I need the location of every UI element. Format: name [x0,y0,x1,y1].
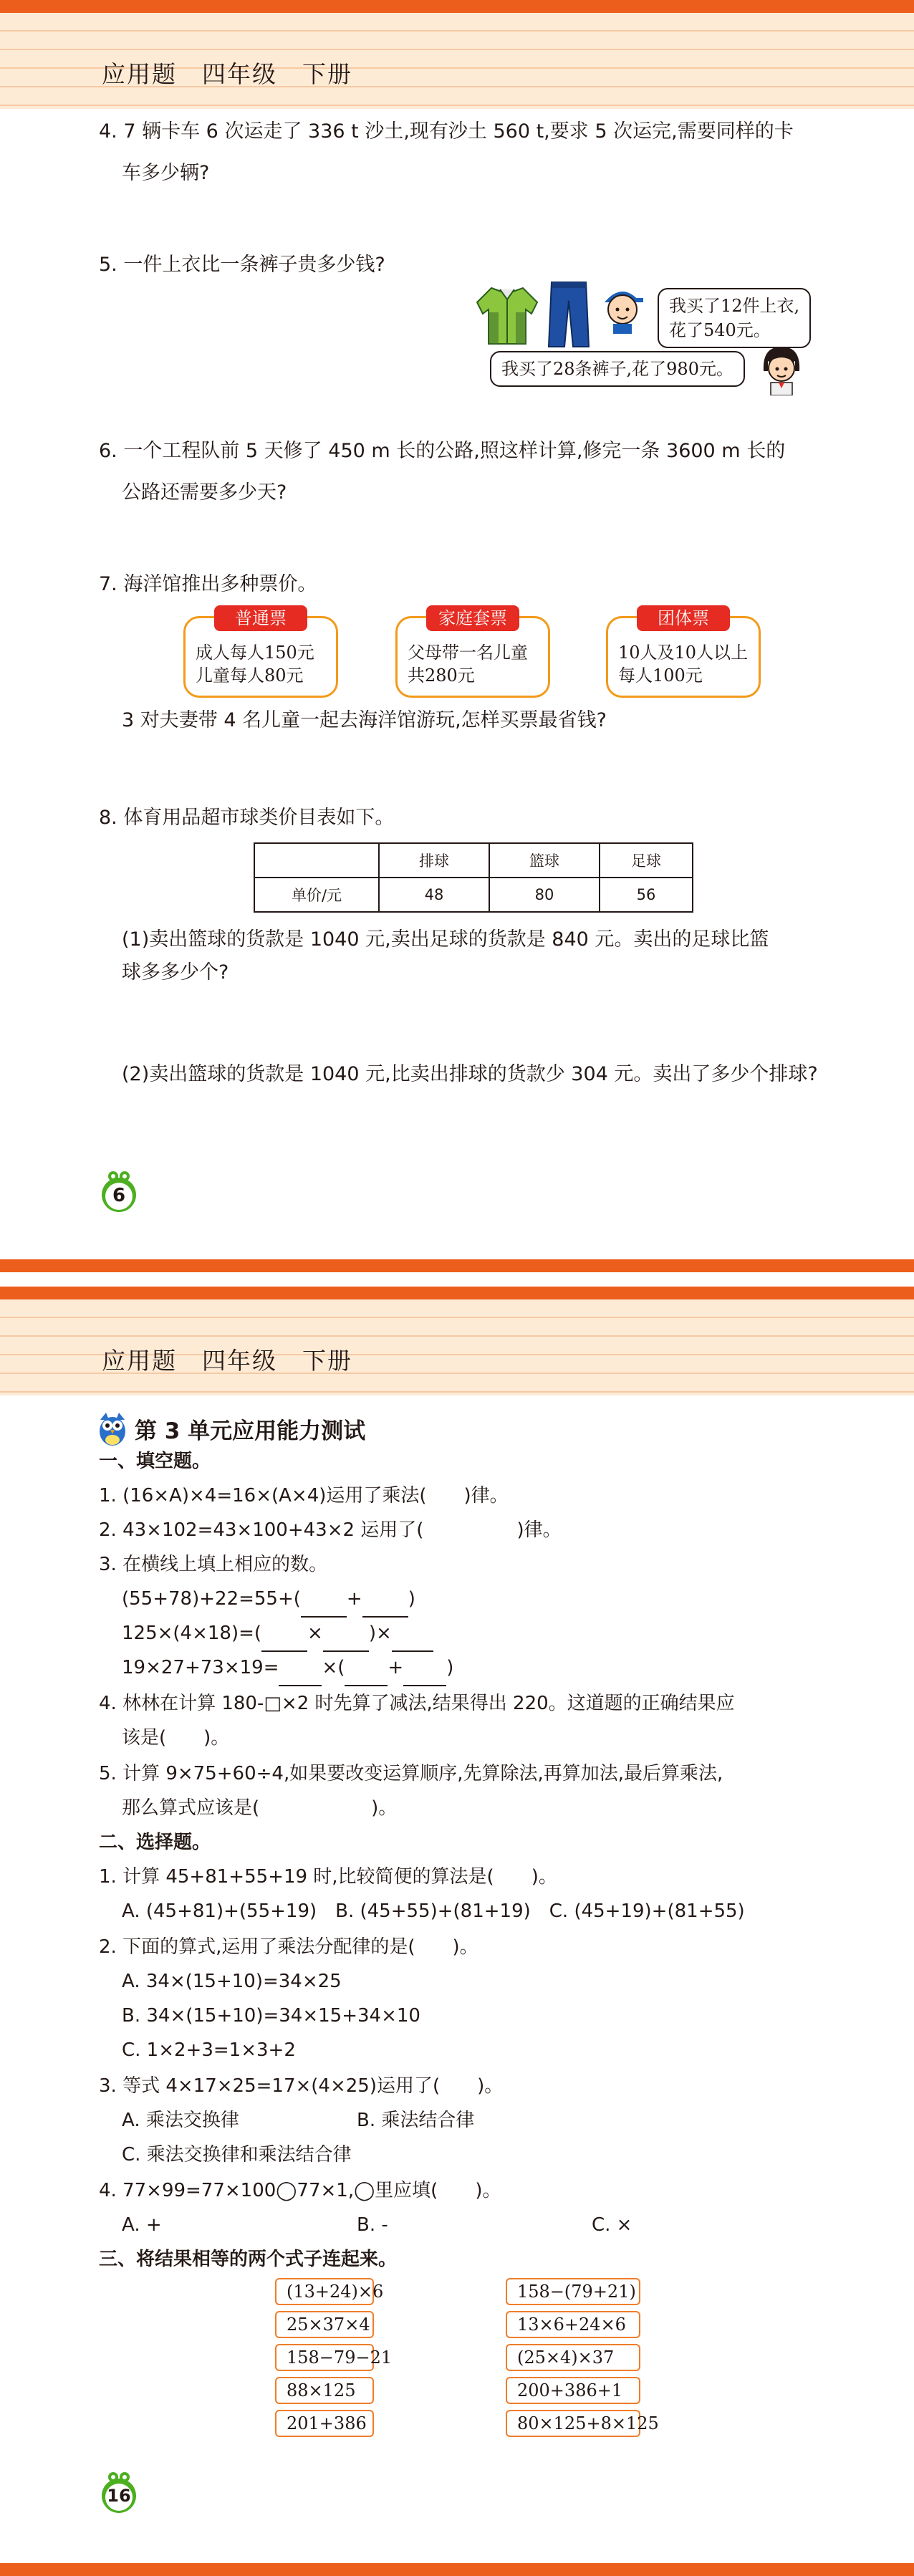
ticket-group-label: 团体票 [637,605,730,631]
section2-heading: 二、选择题。 [99,1832,211,1853]
blank[interactable] [345,1650,388,1686]
jacket-illustration [476,284,539,345]
page-number: 6 [112,1185,126,1206]
right-expression[interactable]: 13×6+24×6 [506,2311,640,2338]
fill-q3-expr2-part1: 125×(4×18)=( [122,1623,262,1644]
ticket-group-line2: 每人100元 [618,665,703,686]
blank[interactable] [301,1582,347,1618]
blank[interactable] [261,1616,307,1652]
page-16 [0,1287,914,2576]
choice-q3: 3. 等式 4×17×25=17×(4×25)运用了( )。 [99,2075,504,2097]
choice-q3-option-b: B. 乘法结合律 [357,2110,475,2131]
choice-q2-option-c: C. 1×2+3=1×3+2 [122,2039,296,2061]
q5-text: 5. 一件上衣比一条裤子贵多少钱? [99,254,385,276]
fill-q3-expr2 [122,1616,433,1652]
ticket-regular-line2: 儿童每人80元 [196,665,304,686]
bottom-accent-bar [0,2563,914,2576]
right-expression[interactable]: 80×125+8×125 [506,2410,640,2437]
q6-line2: 公路还需要多少天? [122,481,287,504]
ticket-family-label: 家庭套票 [426,605,519,631]
header-title: 应用题 四年级 下册 [102,60,352,88]
boy-speech-bubble [658,288,811,348]
page-number-badge [96,2470,142,2516]
fill-q4-line2: 该是( )。 [122,1727,230,1749]
boy-speech-line1: 我买了12件上衣, [669,296,800,316]
right-expression[interactable]: 200+386+1 [506,2377,640,2404]
table-row-label: 单价/元 [254,878,379,912]
ticket-regular-label: 普通票 [214,605,307,631]
table-header-empty [254,843,379,878]
choice-q2-option-a: A. 34×(15+10)=34×25 [122,1971,342,1992]
choice-q4-option-c: C. × [592,2214,632,2236]
ball-price-table [254,842,693,913]
q8-sub1-line1: (1)卖出篮球的货款是 1040 元,卖出足球的货款是 840 元。卖出的足球比篮 [122,928,769,951]
table-header-volleyball: 排球 [379,843,489,878]
choice-q3-option-c: C. 乘法交换律和乘法结合律 [122,2144,352,2166]
ticket-regular-line1: 成人每人150元 [196,643,314,663]
page-6 [0,0,914,1272]
top-accent-bar [0,0,914,13]
page-number: 16 [107,2486,131,2506]
table-cell-volleyball: 48 [379,878,489,912]
choice-q3-option-a: A. 乘法交换律 [122,2110,239,2131]
fill-q3-expr3-part1: 19×27+73×19= [122,1657,279,1678]
page-number-badge [96,1169,142,1215]
girl-avatar [759,342,804,395]
q8-text: 8. 体育用品超市球类价目表如下。 [99,807,395,829]
top-accent-bar [0,1287,914,1299]
ticket-group [606,608,761,698]
fill-q5-line2: 那么算式应该是( )。 [122,1797,398,1819]
choice-q4-option-b: B. - [357,2214,388,2236]
bottom-accent-bar [0,1259,914,1272]
table-header-basketball: 篮球 [489,843,600,878]
left-expression[interactable]: (13+24)×6 [275,2278,374,2305]
table-cell-basketball: 80 [489,878,600,912]
blank[interactable] [279,1650,322,1686]
left-expression[interactable]: 25×37×4 [275,2311,374,2338]
table-header-football: 足球 [600,843,693,878]
ticket-group-line1: 10人及10人以上 [618,643,749,663]
fill-q3-expr3 [122,1650,453,1686]
girl-speech-text: 我买了28条裤子,花了980元。 [501,359,733,379]
page-gap [0,1272,914,1287]
fill-q1: 1. (16×A)×4=16×(A×4)运用了乘法( )律。 [99,1485,509,1506]
choice-q2: 2. 下面的算式,运用了乘法分配律的是( )。 [99,1936,478,1958]
fill-q5-line1: 5. 计算 9×75+60÷4,如果要改变运算顺序,先算除法,再算加法,最后算乘法, [99,1763,723,1784]
choice-q1: 1. 计算 45+81+55+19 时,比较简便的算法是( )。 [99,1866,557,1888]
fill-q3: 3. 在横线上填上相应的数。 [99,1554,328,1575]
boy-avatar [600,284,645,334]
boy-speech-line2: 花了540元。 [669,320,771,340]
choice-q1-options: A. (45+81)+(55+19) B. (45+55)+(81+19) C. (45+19)+(81+55) [122,1900,745,1922]
fill-q3-expr1 [122,1582,415,1618]
page-header [0,1299,914,1395]
choice-q4-option-a: A. + [122,2214,162,2236]
fill-q3-expr3-part3: + [388,1657,404,1678]
ticket-family-line2: 共280元 [408,665,475,686]
section1-heading: 一、填空题。 [99,1451,211,1472]
fill-q3-expr3-part2: ×( [322,1657,345,1678]
fill-q3-expr2-part2: × [307,1623,323,1644]
girl-speech-bubble [490,351,745,387]
fill-q3-expr1-part3: ) [408,1588,415,1610]
page-header [0,13,914,109]
left-expression[interactable]: 201+386 [275,2410,374,2437]
choice-q4: 4. 77×99=77×100◯77×1,◯里应填( )。 [99,2180,501,2201]
q6-line1: 6. 一个工程队前 5 天修了 450 m 长的公路,照这样计算,修完一条 3600 m 长的 [99,440,786,462]
owl-mascot-icon [96,1410,129,1447]
blank[interactable] [403,1650,446,1686]
fill-q3-expr1-part2: + [346,1588,362,1610]
table-header-row [254,843,693,878]
right-expression[interactable]: 158−(79+21) [506,2278,640,2305]
section3-heading: 三、将结果相等的两个式子连起来。 [99,2249,398,2270]
table-cell-football: 56 [600,878,693,912]
trousers-illustration [547,279,590,348]
q4-line1: 4. 7 辆卡车 6 次运走了 336 t 沙土,现有沙土 560 t,要求 5 次运完,需要同样的卡 [99,120,794,143]
table-row [254,878,693,912]
choice-q2-option-b: B. 34×(15+10)=34×15+34×10 [122,2005,420,2027]
fill-q3-expr3-part4: ) [446,1657,454,1678]
blank[interactable] [392,1616,433,1652]
left-expression[interactable]: 88×125 [275,2377,374,2404]
fill-q2: 2. 43×102=43×100+43×2 运用了( )律。 [99,1519,562,1541]
blank[interactable] [323,1616,369,1652]
ticket-family-line1: 父母带一名儿童 [408,643,528,663]
q7-question: 3 对夫妻带 4 名儿童一起去海洋馆游玩,怎样买票最省钱? [122,709,607,731]
fill-q4-line1: 4. 林林在计算 180-□×2 时先算了减法,结果得出 220。这道题的正确结果应 [99,1693,735,1714]
ticket-regular [183,608,338,698]
ticket-family [395,608,550,698]
blank[interactable] [362,1582,408,1618]
q7-text: 7. 海洋馆推出多种票价。 [99,573,317,595]
right-expression[interactable]: (25×4)×37 [506,2344,640,2371]
fill-q3-expr2-part3: )× [368,1623,392,1644]
q8-sub1-line2: 球多多少个? [122,961,229,984]
left-expression[interactable]: 158−79−21 [275,2344,374,2371]
q8-sub2: (2)卖出篮球的货款是 1040 元,比卖出排球的货款少 304 元。卖出了多少个排球? [122,1063,818,1085]
unit-title: 第 3 单元应用能力测试 [135,1418,366,1444]
header-title: 应用题 四年级 下册 [102,1347,352,1375]
q4-line2: 车多少辆? [122,162,210,184]
fill-q3-expr1-part1: (55+78)+22=55+( [122,1588,301,1610]
